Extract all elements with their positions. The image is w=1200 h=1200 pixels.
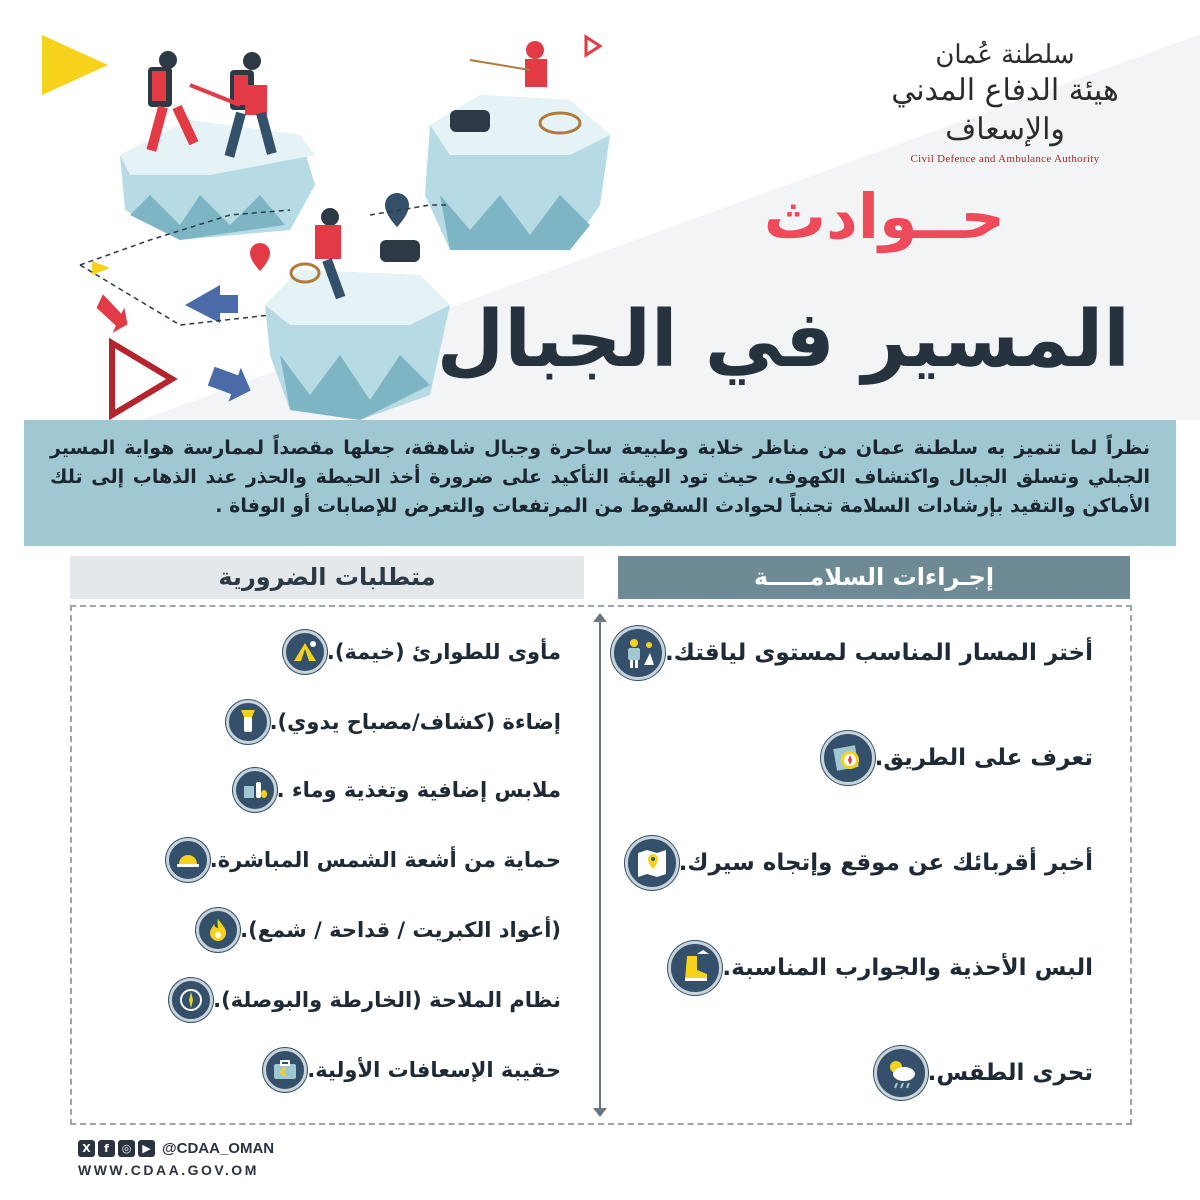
intro-paragraph: نظراً لما تتميز به سلطنة عمان من مناظر خلابة وطبيعة ساحرة وجبال شاهقة، جعلها مقصداً لممارسة هواية المسير الجبلي وتسلق الجبال واكتشاف الكهوف، حيث تود الهيئة التأكيد على ضرورة أخذ الحيطة والحذر عند الذهاب إلى تلك الأماكن والتقيد بإرشادات السلامة تجنباً لحوادث السقوط من المرتفعات والتعرض للإصابات أو الوفاة . bbox=[24, 420, 1176, 546]
column-divider bbox=[599, 614, 601, 1114]
social-handle[interactable]: @CDAA_OMAN bbox=[162, 1140, 275, 1157]
safety-item bbox=[668, 941, 1105, 995]
page-title-accidents: حــوادث bbox=[763, 180, 1005, 253]
logo-oman-text: سلطنة عُمان bbox=[935, 40, 1075, 70]
requirement-item bbox=[169, 978, 575, 1022]
safety-item bbox=[625, 836, 1105, 890]
requirement-item bbox=[263, 1048, 575, 1092]
safety-procedures-header: إجـراءات السلامـــــة bbox=[618, 556, 1130, 599]
requirement-item-text: نظام الملاحة (الخارطة والبوصلة). bbox=[213, 988, 561, 1012]
safety-item bbox=[874, 1046, 1105, 1100]
yellow-small-triangle-decor bbox=[92, 261, 110, 275]
x-icon[interactable]: X bbox=[78, 1140, 95, 1157]
hiker-icon bbox=[611, 626, 665, 680]
social-links bbox=[78, 1140, 274, 1157]
red-outline-triangle-decor bbox=[112, 343, 172, 415]
requirement-item-text: (أعواد الكبريت / قداحة / شمع). bbox=[240, 918, 561, 942]
ice-block-1 bbox=[120, 120, 315, 240]
first-aid-icon bbox=[263, 1048, 307, 1092]
requirement-item bbox=[196, 908, 575, 952]
safety-item bbox=[611, 626, 1105, 680]
youtube-icon[interactable]: ▶ bbox=[138, 1140, 155, 1157]
website-link[interactable]: WWW.CDAA.GOV.OM bbox=[78, 1162, 259, 1178]
safety-item-text: البس الأحذية والجوارب المناسبة. bbox=[722, 955, 1093, 981]
facebook-icon[interactable]: f bbox=[98, 1140, 115, 1157]
requirement-item-text: ملابس إضافية وتغذية وماء . bbox=[276, 778, 561, 802]
ice-block-3 bbox=[265, 208, 450, 420]
cap-icon bbox=[166, 838, 210, 882]
tent-icon bbox=[283, 630, 327, 674]
supplies-icon bbox=[233, 768, 277, 812]
blue-arrow-2-decor bbox=[205, 359, 257, 407]
ice-block-2 bbox=[425, 41, 610, 250]
requirement-item-text: مأوى للطوارئ (خيمة). bbox=[326, 640, 561, 664]
requirements-header: متطلبات الضرورية bbox=[70, 556, 584, 599]
fire-icon bbox=[196, 908, 240, 952]
red-arrow-decor bbox=[90, 294, 135, 337]
safety-item-text: أخبر أقربائك عن موقع وإتجاه سيرك. bbox=[678, 850, 1093, 876]
requirement-item bbox=[233, 768, 575, 812]
weather-icon bbox=[874, 1046, 928, 1100]
requirement-item bbox=[226, 700, 575, 744]
red-pin-decor bbox=[250, 243, 270, 271]
logo-english-text: Civil Defence and Ambulance Authority bbox=[910, 153, 1100, 166]
location-map-icon bbox=[625, 836, 679, 890]
instagram-icon[interactable]: ◎ bbox=[118, 1140, 135, 1157]
requirement-item bbox=[166, 838, 575, 882]
safety-item bbox=[821, 731, 1105, 785]
compass-icon bbox=[169, 978, 213, 1022]
page-title-mountain-hiking: المسير في الجبال bbox=[436, 295, 1130, 385]
red-small-triangle-decor bbox=[586, 37, 600, 55]
divider-arrow-up-icon bbox=[593, 613, 607, 622]
boot-icon bbox=[668, 941, 722, 995]
requirement-item-text: حقيبة الإسعافات الأولية. bbox=[307, 1058, 561, 1082]
safety-item-text: تعرف على الطريق. bbox=[874, 745, 1093, 771]
requirement-item-text: إضاءة (كشاف/مصباح يدوي). bbox=[269, 710, 561, 734]
blue-arrow-decor bbox=[185, 285, 238, 323]
safety-item-text: أختر المسار المناسب لمستوى لياقتك. bbox=[665, 640, 1093, 666]
requirement-item-text: حماية من أشعة الشمس المباشرة. bbox=[209, 848, 561, 872]
requirement-item bbox=[283, 630, 575, 674]
compass-map-icon bbox=[821, 731, 875, 785]
safety-item-text: تحرى الطقس. bbox=[927, 1060, 1093, 1086]
logo-authority-text: هيئة الدفاع المدني والإسعاف bbox=[891, 73, 1119, 148]
divider-arrow-down-icon bbox=[593, 1108, 607, 1117]
cdaa-logo bbox=[880, 40, 1130, 165]
yellow-triangle-decor bbox=[42, 35, 108, 95]
flashlight-icon bbox=[226, 700, 270, 744]
